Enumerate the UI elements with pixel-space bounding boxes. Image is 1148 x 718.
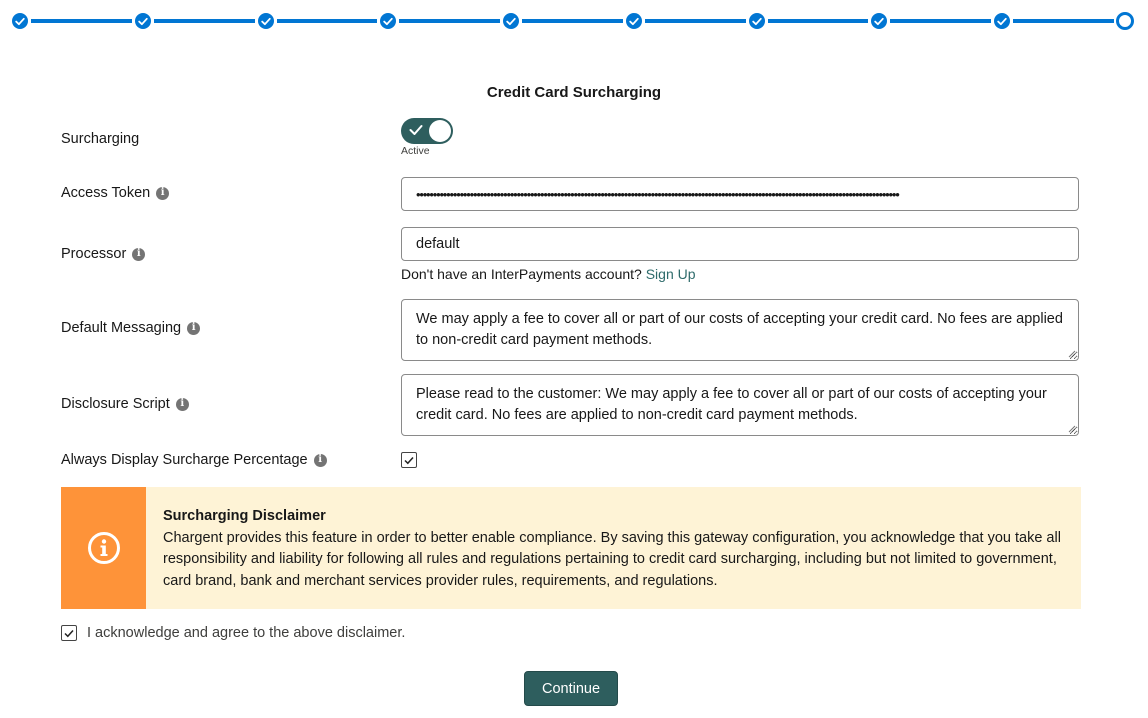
check-icon: [138, 17, 148, 26]
info-icon[interactable]: i: [156, 187, 169, 200]
account-help: [401, 266, 696, 282]
check-icon: [506, 17, 516, 26]
surcharging-label-text: Surcharging: [61, 131, 140, 147]
stepper-complete-step[interactable]: [380, 13, 396, 29]
default-messaging-value: We may apply a fee to cover all or part of our costs of accepting your credit card. No fees are applied to non-credit card payment methods.: [416, 311, 1063, 348]
info-icon[interactable]: i: [187, 322, 200, 335]
check-icon: [404, 456, 414, 465]
account-help-text: Don't have an InterPayments account?: [401, 266, 642, 282]
access-token-input[interactable]: [401, 177, 1079, 211]
disclaimer-icon-bar: [61, 487, 146, 609]
stepper-connector: [890, 19, 991, 23]
check-icon: [752, 17, 762, 26]
disclaimer-body: Chargent provides this feature in order to better enable compliance. By saving this gateway configuration, you acknowledge that you take all responsibility and liability for following all rules and regulations pertaining to credit card surcharging, including but not limited to government, card brand, bank and merchant services provider rules, requirements, and regulations.: [163, 529, 1061, 589]
surcharging-label: [61, 131, 139, 147]
stepper-current-step[interactable]: [1116, 12, 1134, 30]
disclaimer-heading: Surcharging Disclaimer: [163, 508, 326, 524]
toggle-knob: [429, 120, 451, 142]
info-icon[interactable]: i: [176, 398, 189, 411]
check-icon: [409, 124, 423, 136]
check-icon: [629, 17, 639, 26]
disclosure-script-textarea[interactable]: [401, 374, 1079, 436]
stepper-connector: [645, 19, 746, 23]
default-messaging-textarea[interactable]: [401, 299, 1079, 361]
sign-up-link[interactable]: Sign Up: [645, 266, 696, 282]
check-icon: [64, 629, 74, 638]
stepper-connector: [399, 19, 500, 23]
resize-grip-icon[interactable]: [1068, 425, 1076, 433]
default-messaging-label-text: Default Messaging: [61, 320, 182, 336]
stepper-connector: [31, 19, 132, 23]
stepper-connector: [154, 19, 255, 23]
info-icon[interactable]: i: [314, 454, 327, 467]
continue-button[interactable]: Continue: [524, 671, 618, 706]
stepper-connector: [1013, 19, 1114, 23]
check-icon: [383, 17, 393, 26]
processor-input[interactable]: [401, 227, 1079, 261]
info-icon[interactable]: i: [132, 248, 145, 261]
check-icon: [261, 17, 271, 26]
resize-grip-icon[interactable]: [1068, 350, 1076, 358]
stepper-connector: [768, 19, 869, 23]
stepper-complete-step[interactable]: [626, 13, 642, 29]
stepper-complete-step[interactable]: [258, 13, 274, 29]
always-display-label: [61, 452, 327, 468]
processor-label-text: Processor: [61, 246, 127, 262]
disclosure-script-value: Please read to the customer: We may apply a fee to cover all or part of our costs of accepting your credit card. No fees are applied to non-credit card payment methods.: [416, 386, 1047, 423]
access-token-label: [61, 185, 169, 201]
stepper-complete-step[interactable]: [12, 13, 28, 29]
disclosure-script-label: [61, 396, 189, 412]
always-display-label-text: Always Display Surcharge Percentage: [61, 452, 308, 468]
check-icon: [15, 17, 25, 26]
acknowledge-checkbox[interactable]: [61, 625, 77, 641]
stepper-complete-step[interactable]: [994, 13, 1010, 29]
stepper-connector: [277, 19, 378, 23]
info-circle-icon: [87, 531, 121, 565]
access-token-label-text: Access Token: [61, 185, 151, 201]
always-display-checkbox[interactable]: [401, 452, 417, 468]
stepper-complete-step[interactable]: [503, 13, 519, 29]
stepper-connector: [522, 19, 623, 23]
surcharging-disclaimer: [61, 487, 1081, 609]
default-messaging-label: [61, 320, 200, 336]
progress-stepper: [0, 0, 1148, 42]
acknowledge-label[interactable]: I acknowledge and agree to the above disclaimer.: [87, 625, 406, 641]
toggle-status: Active: [401, 145, 430, 157]
page-title: Credit Card Surcharging: [486, 84, 662, 101]
stepper-complete-step[interactable]: [871, 13, 887, 29]
access-token-value: ••••••••••••••••••••••••••••••••••••••••••••••••••••••••••••••••••••••••••••••••••••••••••••••••••••••••••••••••••••••••••••••••••••••••••••••••: [416, 186, 899, 202]
disclaimer-content: [146, 487, 1081, 609]
check-icon: [874, 17, 884, 26]
disclosure-script-label-text: Disclosure Script: [61, 396, 170, 412]
check-icon: [997, 17, 1007, 26]
stepper-complete-step[interactable]: [749, 13, 765, 29]
surcharging-toggle[interactable]: [401, 118, 453, 144]
processor-label: [61, 246, 145, 262]
stepper-complete-step[interactable]: [135, 13, 151, 29]
processor-value: default: [416, 236, 460, 252]
